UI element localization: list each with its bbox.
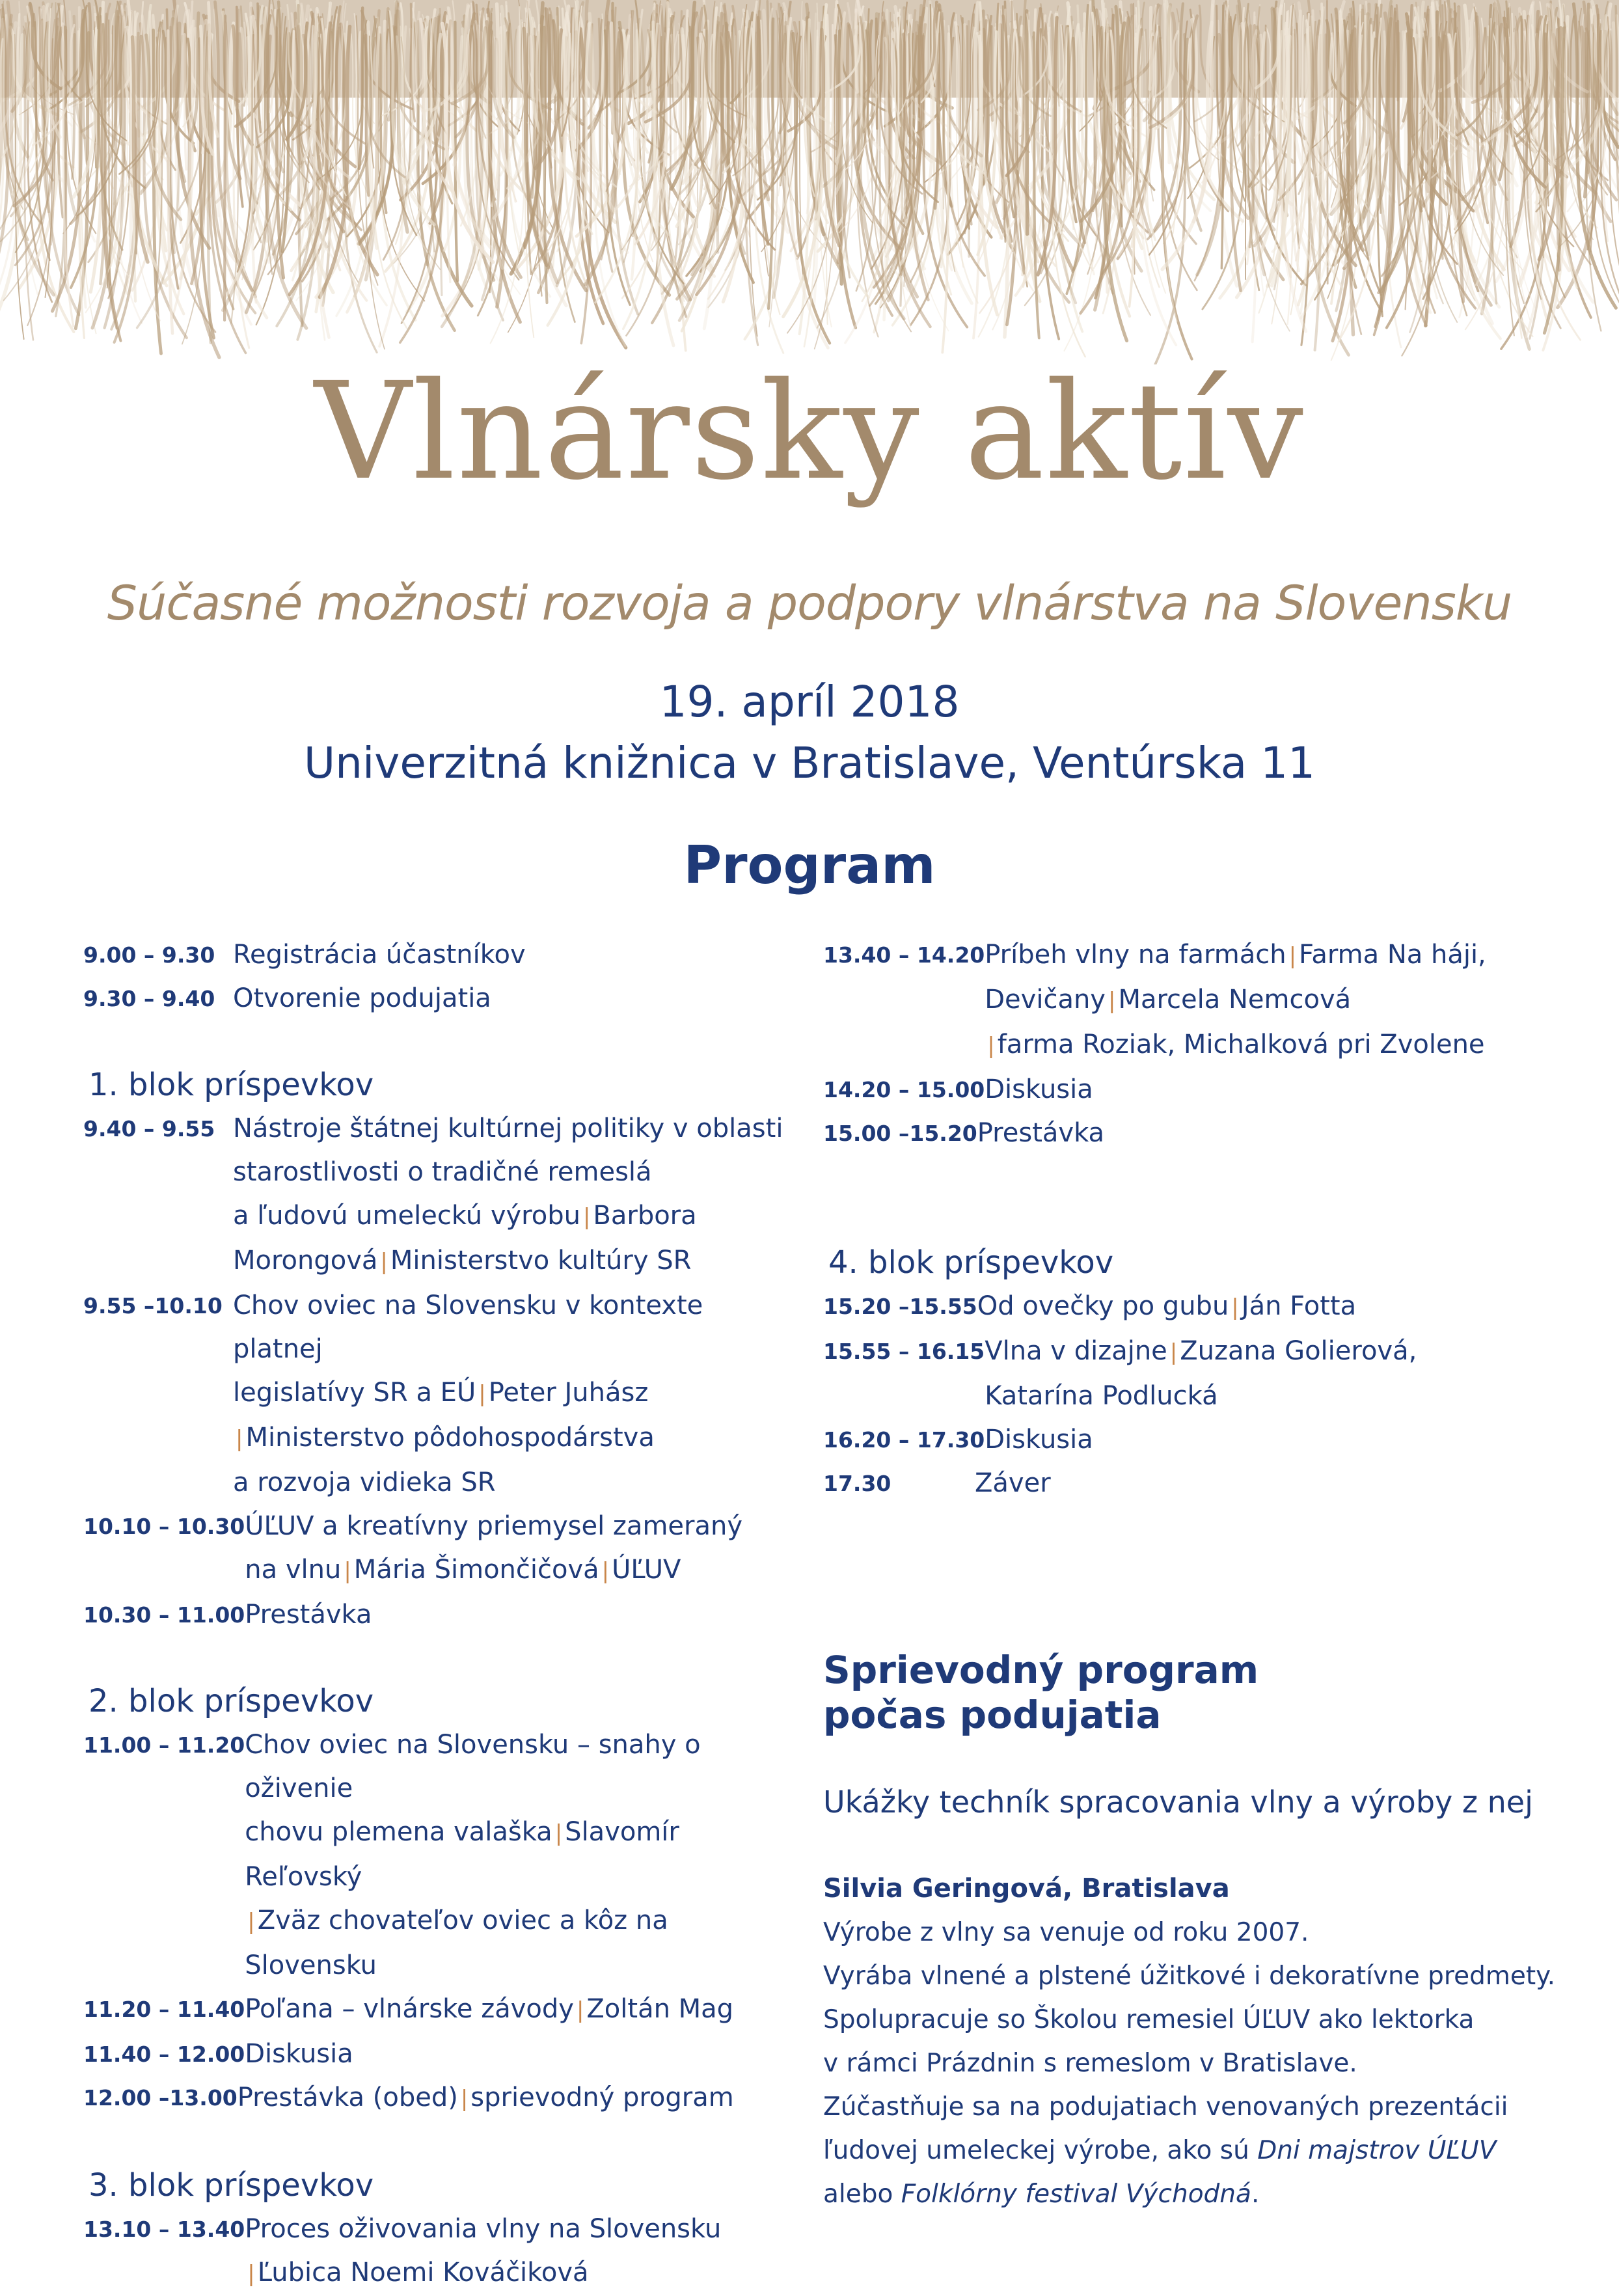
separator-bar: | (478, 1381, 486, 1407)
program-item-description (245, 1505, 793, 1593)
program-item (83, 977, 793, 1020)
program-item-part: Diskusia (985, 1074, 1093, 1104)
program-item-part: farma Roziak, Michalková pri Zvolene (997, 1030, 1485, 1059)
program-item-part: Ľubica Noemi Kováčiková (257, 2258, 589, 2288)
bio-line: Zúčastňuje sa na podujatiach venovaných prezentácii (823, 2092, 1508, 2122)
program-item-time: 16.20 – 17.30 (823, 1427, 985, 1453)
block-title-4: 4. blok príspevkov (828, 1244, 1114, 1281)
program-item-description (245, 1723, 793, 1988)
program-item-part: Diskusia (245, 2039, 353, 2069)
wool-fleece-image (0, 0, 1619, 364)
program-item-time: 15.00 –15.20 (823, 1121, 977, 1146)
program-item-part: Nástroje štátnej kultúrnej politiky v oblasti starostlivosti o tradičné remeslá a ľudovú umeleckú výrobu (233, 1114, 783, 1231)
program-item (823, 1418, 1565, 1462)
program-item-time: 15.20 –15.55 (823, 1294, 977, 1319)
program-item-time: 11.40 – 12.00 (83, 2042, 245, 2067)
program-item-description (245, 1988, 793, 2032)
bio-line (823, 2172, 1571, 2216)
program-item-part: Proces oživovania vlny na Slovensku (245, 2214, 722, 2244)
bio-italic-event: Dni majstrov ÚĽUV (1257, 2136, 1497, 2165)
program-item (83, 1107, 793, 1284)
bio-line: Spolupracuje so Školou remesiel ÚĽUV ako lektorka (823, 2005, 1475, 2034)
presenter-name: Silvia Geringová, Bratislava (823, 1874, 1230, 1904)
program-item-description (233, 1284, 793, 1505)
page-title: Vlnársky aktív (314, 353, 1305, 510)
program-item (83, 933, 793, 977)
program-item-part: Prestávka (obed) (237, 2083, 458, 2112)
event-venue: Univerzitná knižnica v Bratislave, Ventúrska 11 (303, 738, 1316, 788)
program-item-part: Záver (975, 1468, 1051, 1498)
program-item-part: Registrácia účastníkov (233, 940, 526, 970)
block-1-list (83, 1107, 793, 1637)
block-4-list (823, 1285, 1565, 1505)
program-item (83, 1505, 793, 1593)
program-item-part: Prestávka (245, 1600, 372, 1630)
program-item-part: Prestávka (977, 1118, 1105, 1148)
program-item-part: Mária Šimončičová (353, 1555, 599, 1585)
program-item (83, 2207, 793, 2296)
separator-bar: | (1108, 988, 1116, 1014)
separator-bar: | (601, 1558, 610, 1584)
program-item (823, 1462, 1565, 1505)
program-item (823, 1068, 1565, 1112)
program-item-part: Vlna v dizajne (985, 1336, 1167, 1366)
presenter-bio (823, 1911, 1571, 2216)
program-item-part: Ministerstvo pôdohospodárstva a rozvoja vidieka SR (233, 1423, 655, 1497)
program-heading: Program (683, 835, 936, 895)
program-item (823, 1112, 1565, 1155)
program-item-part: Zväz chovateľov oviec a kôz na Slovensku (245, 1906, 668, 1980)
program-item-description (245, 2032, 793, 2076)
program-item-time: 11.00 – 11.20 (83, 1732, 245, 1758)
program-item-description (977, 1112, 1565, 1155)
program-right-column (823, 933, 1565, 1505)
program-item-time: 9.30 – 9.40 (83, 986, 215, 1011)
bio-italic-event: Folklórny festival Východná (901, 2180, 1251, 2209)
block-title-2: 2. blok príspevkov (88, 1683, 374, 1719)
bio-line: Vyrába vlnené a plstené úžitkové i dekoratívne predmety. (823, 1961, 1556, 1991)
program-item-part: Od ovečky po gubu (977, 1291, 1229, 1321)
program-item-time: 10.30 – 11.00 (83, 1602, 245, 1628)
event-date: 19. apríl 2018 (659, 677, 960, 727)
separator-bar: | (247, 1909, 255, 1935)
separator-bar: | (1169, 1339, 1178, 1365)
block-2-list (83, 1723, 793, 2121)
program-item-description (245, 1593, 793, 1637)
program-item (823, 1285, 1565, 1330)
program-item-part: Diskusia (985, 1425, 1093, 1455)
spacer (823, 1155, 1565, 1198)
program-item-time: 15.55 – 16.15 (823, 1339, 985, 1364)
program-item (83, 1988, 793, 2032)
block-title-3: 3. blok príspevkov (88, 2167, 374, 2204)
program-item-description (975, 1462, 1565, 1505)
program-item-description (238, 2076, 793, 2121)
side-program-subheading: Ukážky techník spracovania vlny a výroby z nej (823, 1784, 1533, 1820)
bio-line (823, 2129, 1571, 2172)
program-item-part: ÚĽUV (612, 1555, 681, 1585)
separator-bar: | (987, 1033, 995, 1059)
block-3-list (83, 2207, 793, 2296)
program-item (83, 1284, 793, 1505)
program-item-part: Zoltán Mag (586, 1994, 734, 2024)
program-item-part: Ministerstvo kultúry SR (390, 1246, 692, 1276)
program-item-description (985, 1330, 1565, 1418)
program-item-time: 9.00 – 9.30 (83, 942, 215, 968)
program-item (83, 1723, 793, 1988)
program-item-part: Otvorenie podujatia (233, 983, 491, 1013)
program-item (83, 2032, 793, 2076)
program-item-time: 14.20 – 15.00 (823, 1077, 985, 1102)
side-program-heading (823, 1648, 1571, 1738)
program-item (823, 1330, 1565, 1418)
continuation-list (823, 933, 1565, 1155)
program-item-description (985, 1068, 1565, 1112)
program-item-part: Chov oviec na Slovensku – snahy o oživenie chovu plemena valaška (245, 1730, 701, 1847)
program-item-part: Farma Na háji, Devičany (985, 940, 1486, 1015)
program-item-part: Zuzana Golierová, Katarína Podlucká (985, 1336, 1417, 1411)
program-item-part: Ján Fotta (1241, 1291, 1357, 1321)
bio-text: alebo (823, 2180, 901, 2209)
program-item-time: 9.40 – 9.55 (83, 1116, 215, 1141)
program-item-description (977, 1285, 1565, 1330)
bio-text: ľudovej umeleckej výrobe, ako sú (823, 2136, 1258, 2165)
side-program (823, 1648, 1571, 2216)
program-item-part: Barbora Morongová (233, 1201, 697, 1276)
program-item-time: 17.30 (823, 1471, 891, 1496)
page-subtitle: Súčasné možnosti rozvoja a podpory vlnárstva na Slovensku (107, 576, 1512, 631)
program-item-time: 13.40 – 14.20 (823, 942, 985, 968)
program-item (83, 1593, 793, 1637)
separator-bar: | (1231, 1294, 1239, 1320)
program-item-description (233, 1107, 793, 1284)
block-title-1: 1. blok príspevkov (88, 1067, 374, 1103)
program-item-time: 12.00 –13.00 (83, 2085, 238, 2111)
program-item (823, 933, 1565, 1068)
program-item-part: Marcela Nemcová (1118, 985, 1352, 1015)
program-item-part: Peter Juhász (488, 1378, 649, 1408)
bio-line: Výrobe z vlny sa venuje od roku 2007. (823, 1918, 1309, 1947)
program-item-part: sprievodný program (470, 2083, 734, 2112)
separator-bar: | (460, 2086, 469, 2112)
program-item-description (985, 933, 1565, 1068)
separator-bar: | (554, 1820, 563, 1846)
program-item-time: 9.55 –10.10 (83, 1293, 223, 1319)
program-item-time: 13.10 – 13.40 (83, 2217, 245, 2242)
program-item-part: Chov oviec na Slovensku v kontexte platnej legislatívy SR a EÚ (233, 1291, 703, 1408)
program-item-description (233, 977, 793, 1020)
intro-list (83, 933, 793, 1020)
program-item-time: 10.10 – 10.30 (83, 1514, 245, 1539)
separator-bar: | (1288, 943, 1297, 969)
program-item (83, 2076, 793, 2121)
program-item-time: 11.20 – 11.40 (83, 1997, 245, 2022)
program-item-description (985, 1418, 1565, 1462)
separator-bar: | (247, 2261, 255, 2287)
separator-bar: | (236, 1426, 243, 1452)
program-item-part: Slavomír Reľovský (245, 1817, 679, 1892)
program-item-part: ÚĽUV a kreatívny priemysel zameraný na vlnu (245, 1511, 742, 1585)
program-item-part: Poľana – vlnárske závody (245, 1994, 574, 2024)
separator-bar: | (576, 1997, 584, 2023)
separator-bar: | (344, 1558, 351, 1584)
bio-text: . (1251, 2180, 1260, 2209)
side-heading-line-1: Sprievodný program (823, 1648, 1259, 1692)
program-item-description (245, 2207, 793, 2296)
separator-bar: | (582, 1204, 591, 1230)
program-item-part: Príbeh vlny na farmách (985, 940, 1286, 970)
program-item-description (233, 933, 793, 977)
separator-bar: | (380, 1249, 388, 1275)
program-left-column (83, 933, 793, 2296)
side-heading-line-2: počas podujatia (823, 1693, 1162, 1737)
bio-line: v rámci Prázdnin s remeslom v Bratislave. (823, 2049, 1357, 2078)
